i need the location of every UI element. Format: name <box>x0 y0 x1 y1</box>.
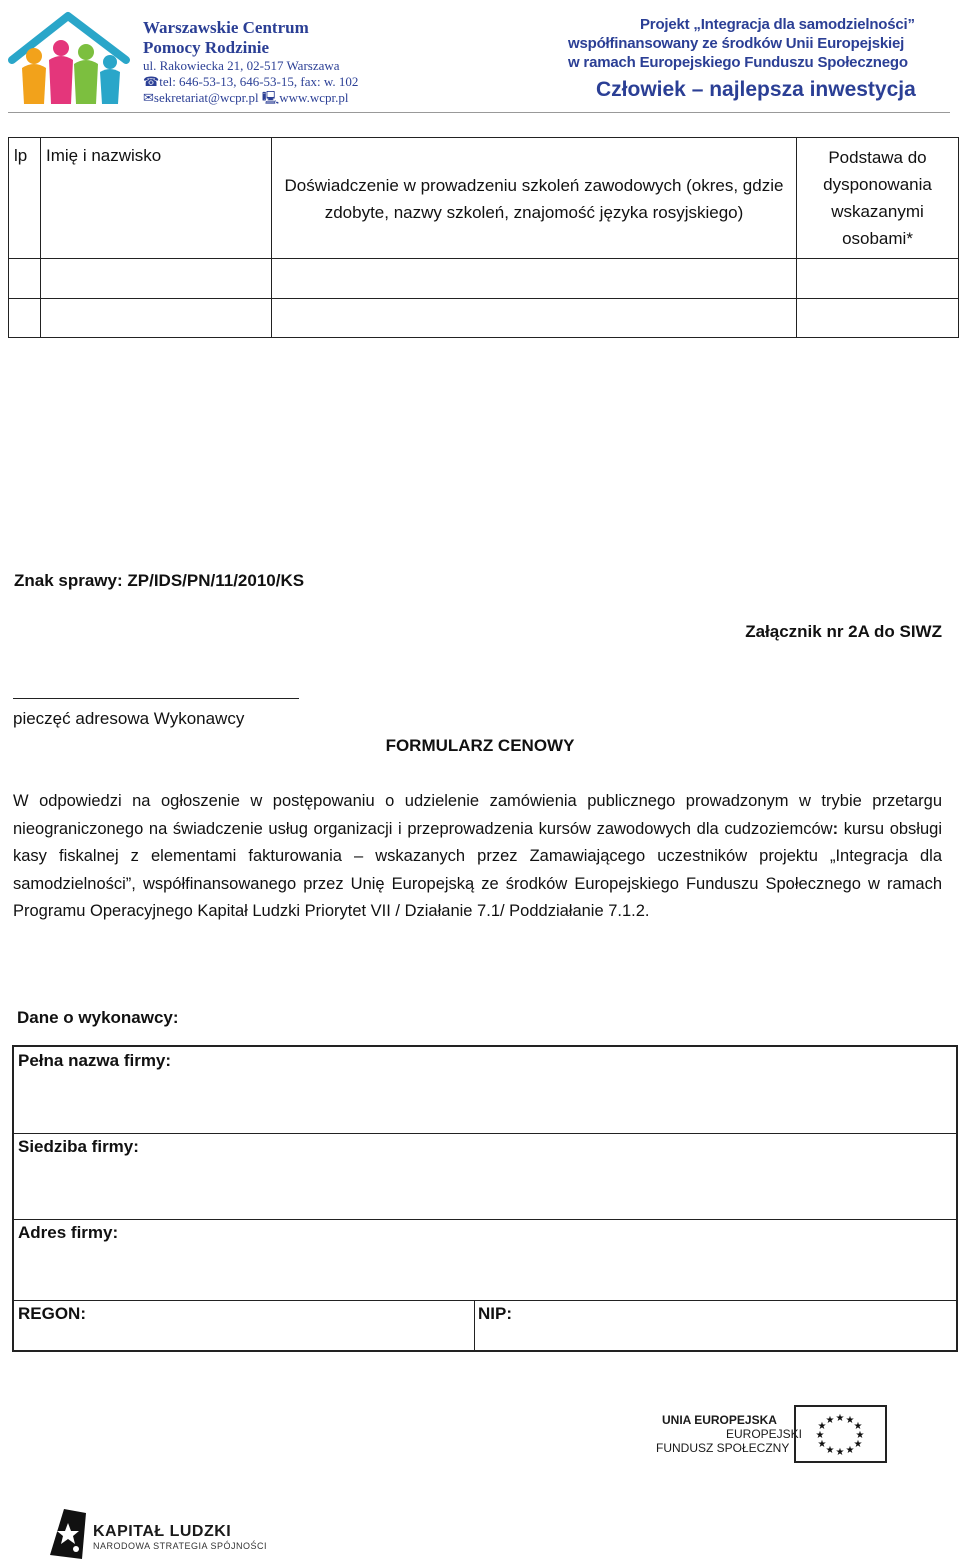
col-lp-label: lp <box>14 146 28 165</box>
computer-icon: 🖳 <box>261 90 280 105</box>
svg-text:★: ★ <box>853 1421 863 1432</box>
row1-experience-cell[interactable] <box>271 258 797 299</box>
project-line-1: Projekt „Integracja dla samodzielności” <box>640 16 915 33</box>
form-title: FORMULARZ CENOWY <box>385 736 575 755</box>
eu-line-2: EUROPEJSKI <box>726 1427 803 1441</box>
kapital-ludzki-text <box>93 1523 267 1551</box>
regon-cell[interactable] <box>14 1300 475 1350</box>
kl-line-2: NARODOWA STRATEGIA SPÓJNOŚCI <box>93 1541 268 1551</box>
org-name-line-2: Pomocy Rodzinie <box>143 38 270 57</box>
seat-label: Siedziba firmy: <box>18 1137 139 1156</box>
svg-text:★: ★ <box>825 1415 835 1426</box>
org-name-line-1: Warszawskie Centrum <box>143 18 309 37</box>
svg-text:★: ★ <box>845 1445 855 1456</box>
project-line-3: w ramach Europejskiego Funduszu Społecznego <box>568 54 908 71</box>
row2-name-cell[interactable] <box>40 298 272 338</box>
phone-icon: ☎ <box>143 74 160 89</box>
paragraph-colon: : <box>832 819 839 838</box>
paragraph-part-2: kursu obsługi kasy fiskalnej z elementami fakturowania – wskazanych przez Zamawiającego uczestników projektu „Integracja dla samodzielności”, współfinansowanego przez Unię Europejską ze środków Europejskiego Funduszu Społecznego w ramach Programu Operacyjnego Kapitał Ludzki Priorytet VII / Działanie 7.1/ Poddziałanie 7.1.2. <box>13 819 942 920</box>
project-line-2: współfinansowany ze środków Unii Europejskiej <box>568 35 905 52</box>
org-web-row <box>143 90 443 106</box>
paragraph-part-1: W odpowiedzi na ogłoszenie w postępowaniu o udzielenie zamówienia publicznego prowadzonym w trybie przetargu nieograniczonego na świadczenie usług organizacji i przeprowadzenia kursów zawodowych dla cudzoziemców <box>13 792 942 838</box>
col-basis-label: Podstawa do dysponowania wskazanymi osobami* <box>823 148 932 248</box>
eu-text-block <box>656 1413 802 1455</box>
org-email[interactable]: sekretariat@wcpr.pl <box>153 90 259 105</box>
svg-text:★: ★ <box>835 1447 845 1458</box>
header-cell-name <box>40 137 272 259</box>
svg-text:★: ★ <box>815 1430 825 1441</box>
wcpr-logo <box>6 8 136 112</box>
svg-text:★: ★ <box>853 1439 863 1450</box>
full-name-row[interactable] <box>14 1047 956 1134</box>
org-phone: tel: 646-53-13, 646-53-15, fax: w. 102 <box>159 74 359 89</box>
address-row[interactable] <box>14 1219 956 1301</box>
svg-text:★: ★ <box>835 1413 845 1424</box>
contractor-table <box>12 1045 958 1352</box>
kl-line-1: KAPITAŁ LUDZKI <box>93 1523 232 1540</box>
stamp-line <box>13 698 299 699</box>
staff-table <box>8 137 959 337</box>
org-phone-row <box>143 74 443 90</box>
wcpr-contact-block <box>143 18 443 106</box>
row2-experience-cell[interactable] <box>271 298 797 338</box>
nip-label: NIP: <box>478 1304 512 1323</box>
header-cell-experience <box>271 137 797 259</box>
seat-row[interactable] <box>14 1133 956 1220</box>
org-website[interactable]: www.wcpr.pl <box>279 90 349 105</box>
svg-text:★: ★ <box>817 1439 827 1450</box>
row2-basis-cell[interactable] <box>796 298 959 338</box>
regon-label: REGON: <box>18 1304 86 1323</box>
intro-paragraph <box>13 788 942 926</box>
ids-row <box>14 1300 956 1350</box>
row1-name-cell[interactable] <box>40 258 272 299</box>
header-cell-basis <box>796 137 959 259</box>
org-address: ul. Rakowiecka 21, 02-517 Warszawa <box>143 58 340 73</box>
col-experience-label: Doświadczenie w prowadzeniu szkoleń zawodowych (okres, gdzie zdobyte, nazwy szkoleń, znajomość języka rosyjskiego) <box>284 176 784 222</box>
header-cell-lp <box>8 137 41 259</box>
eu-flag-icon <box>794 1405 887 1463</box>
svg-text:★: ★ <box>817 1421 827 1432</box>
case-number: Znak sprawy: ZP/IDS/PN/11/2010/KS <box>14 571 305 590</box>
kapital-ludzki-logo-icon <box>46 1505 90 1563</box>
row1-basis-cell[interactable] <box>796 258 959 299</box>
form-title-row <box>0 736 960 756</box>
contractor-section-title: Dane o wykonawcy: <box>17 1008 179 1027</box>
eu-line-3: FUNDUSZ SPOŁECZNY <box>656 1441 790 1455</box>
row1-lp-cell[interactable] <box>8 258 41 299</box>
slogan: Człowiek – najlepsza inwestycja <box>596 78 916 101</box>
row2-lp-cell[interactable] <box>8 298 41 338</box>
project-info <box>568 15 948 72</box>
address-label: Adres firmy: <box>18 1223 119 1242</box>
header-divider <box>8 112 950 113</box>
mail-icon: ✉ <box>143 90 154 105</box>
svg-text:★: ★ <box>825 1445 835 1456</box>
stamp-label: pieczęć adresowa Wykonawcy <box>13 709 245 728</box>
svg-text:★: ★ <box>845 1415 855 1426</box>
nip-cell[interactable] <box>474 1300 956 1350</box>
col-name-label: Imię i nazwisko <box>46 146 162 165</box>
eu-line-1: UNIA EUROPEJSKA <box>662 1413 777 1427</box>
full-name-label: Pełna nazwa firmy: <box>18 1051 172 1070</box>
attachment-label: Załącznik nr 2A do SIWZ <box>745 622 942 641</box>
svg-text:★: ★ <box>855 1430 865 1441</box>
